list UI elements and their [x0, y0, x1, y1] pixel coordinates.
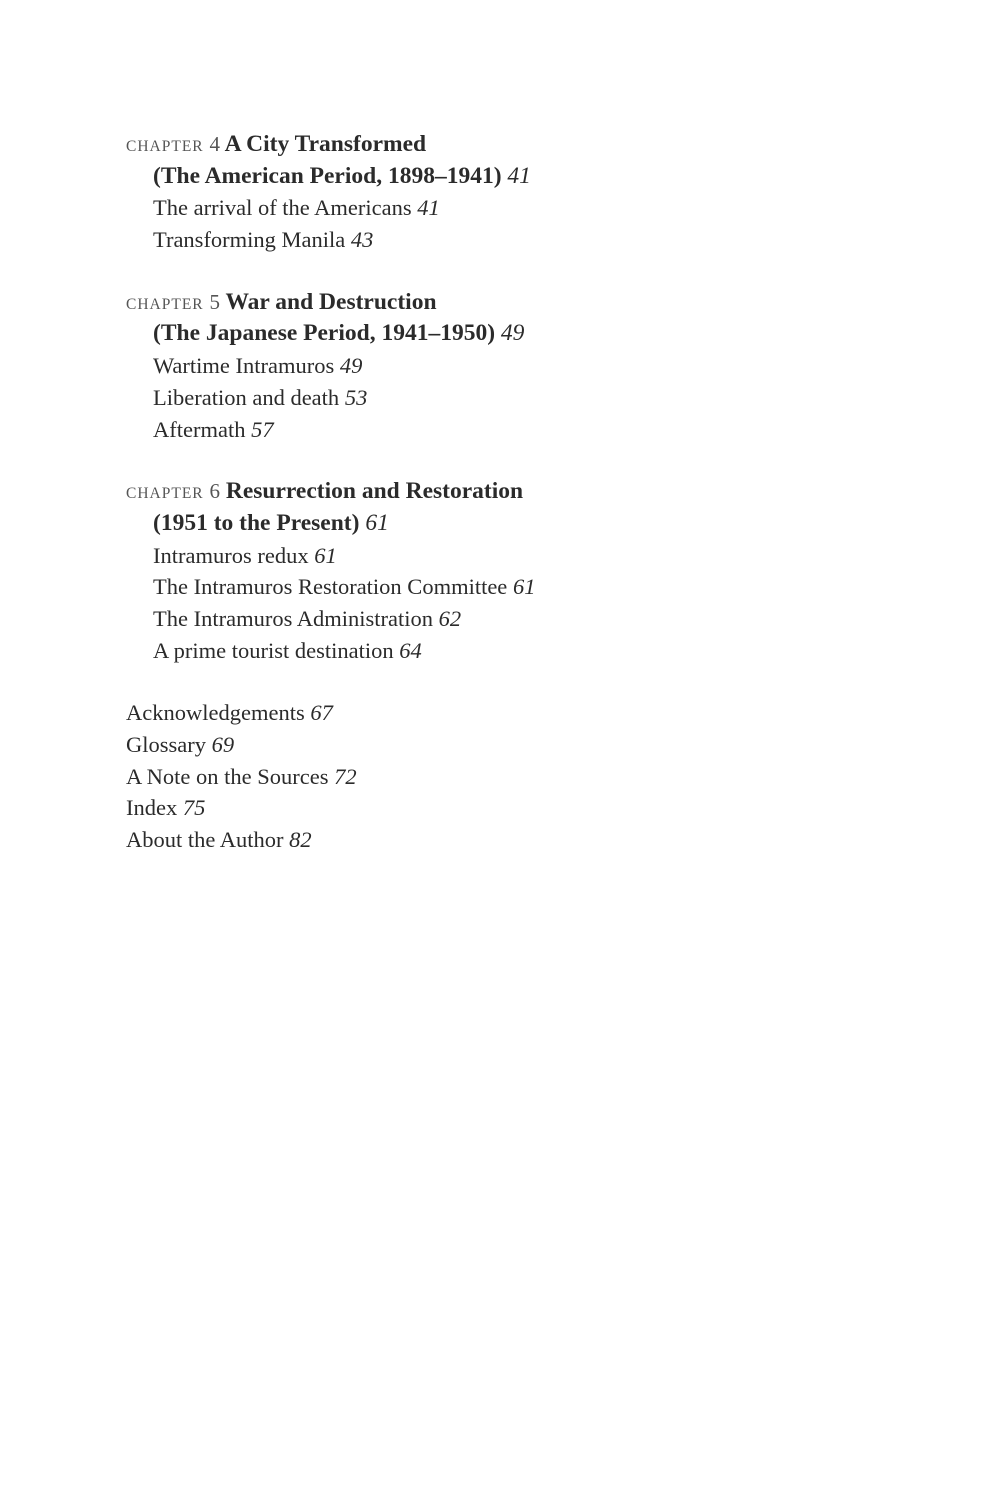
table-of-contents: [126, 129, 946, 856]
chapter-label: CHAPTER: [126, 485, 204, 503]
chapter-6: [126, 476, 946, 666]
chapter-subtitle: (The Japanese Period, 1941–1950): [153, 320, 496, 347]
page-number: 61: [512, 574, 536, 600]
chapter-subtitle: (1951 to the Present): [153, 509, 360, 536]
entry-title: Index: [126, 795, 178, 821]
section-entry[interactable]: [126, 540, 946, 572]
section-title: The arrival of the Americans: [153, 195, 412, 221]
page-number: 67: [310, 700, 333, 726]
entry-title: About the Author: [126, 827, 284, 853]
page-number: 72: [334, 763, 357, 789]
section-entry[interactable]: [126, 382, 946, 414]
section-title: Intramuros redux: [153, 542, 309, 568]
page-number: 57: [251, 416, 274, 442]
chapter-title: A City Transformed: [224, 131, 427, 157]
chapter-4: [126, 129, 946, 256]
entry-title: Acknowledgements: [126, 700, 305, 726]
chapter-title: War and Destruction: [225, 288, 437, 315]
page-number: 69: [211, 732, 235, 757]
page-number: 62: [438, 605, 462, 631]
chapter-subtitle-line[interactable]: [126, 508, 946, 540]
chapter-heading[interactable]: [126, 476, 946, 508]
chapter-number: 5: [209, 289, 220, 314]
back-matter-entry[interactable]: [126, 729, 946, 761]
chapter-subtitle-line[interactable]: [126, 161, 946, 193]
chapter-subtitle-line[interactable]: [126, 318, 946, 350]
page-number: 53: [344, 384, 368, 410]
chapter-5: [126, 287, 946, 445]
entry-title: A Note on the Sources: [126, 763, 329, 789]
page-number: 61: [314, 542, 337, 568]
page-number: 49: [500, 320, 525, 347]
entry-title: Glossary: [126, 732, 206, 757]
page-number: 41: [417, 195, 440, 221]
back-matter-entry[interactable]: [126, 761, 946, 793]
section-title: Aftermath: [153, 416, 246, 442]
chapter-subtitle: (The American Period, 1898–1941): [153, 162, 502, 189]
section-title: The Intramuros Administration: [153, 605, 433, 631]
chapter-number: 4: [209, 132, 220, 156]
back-matter-entry[interactable]: [126, 824, 946, 856]
section-entry[interactable]: [126, 224, 946, 256]
page-number: 82: [289, 827, 312, 853]
section-title: Transforming Manila: [153, 227, 346, 253]
chapter-heading[interactable]: [126, 287, 946, 319]
section-entry[interactable]: [126, 603, 946, 635]
section-entry[interactable]: [126, 571, 946, 603]
page-number: 61: [365, 509, 389, 536]
chapter-number: 6: [209, 479, 220, 504]
page-number: 49: [339, 353, 363, 379]
section-entry[interactable]: [126, 192, 946, 224]
back-matter: [126, 697, 946, 855]
page-number: 75: [182, 795, 206, 821]
section-title: Liberation and death: [153, 384, 340, 410]
section-entry[interactable]: [126, 414, 946, 446]
chapter-label: CHAPTER: [126, 295, 204, 313]
page-number: 41: [507, 162, 531, 189]
back-matter-entry[interactable]: [126, 697, 946, 729]
chapter-heading[interactable]: [126, 129, 946, 161]
section-entry[interactable]: [126, 350, 946, 382]
page-number: 43: [350, 227, 374, 253]
section-entry[interactable]: [126, 635, 946, 667]
section-title: The Intramuros Restoration Committee: [153, 574, 508, 600]
back-matter-entry[interactable]: [126, 792, 946, 824]
section-title: Wartime Intramuros: [153, 353, 335, 379]
chapter-label: CHAPTER: [126, 138, 204, 155]
section-title: A prime tourist destination: [153, 637, 394, 663]
chapter-title: Resurrection and Restoration: [225, 478, 524, 505]
page-number: 64: [399, 637, 422, 663]
